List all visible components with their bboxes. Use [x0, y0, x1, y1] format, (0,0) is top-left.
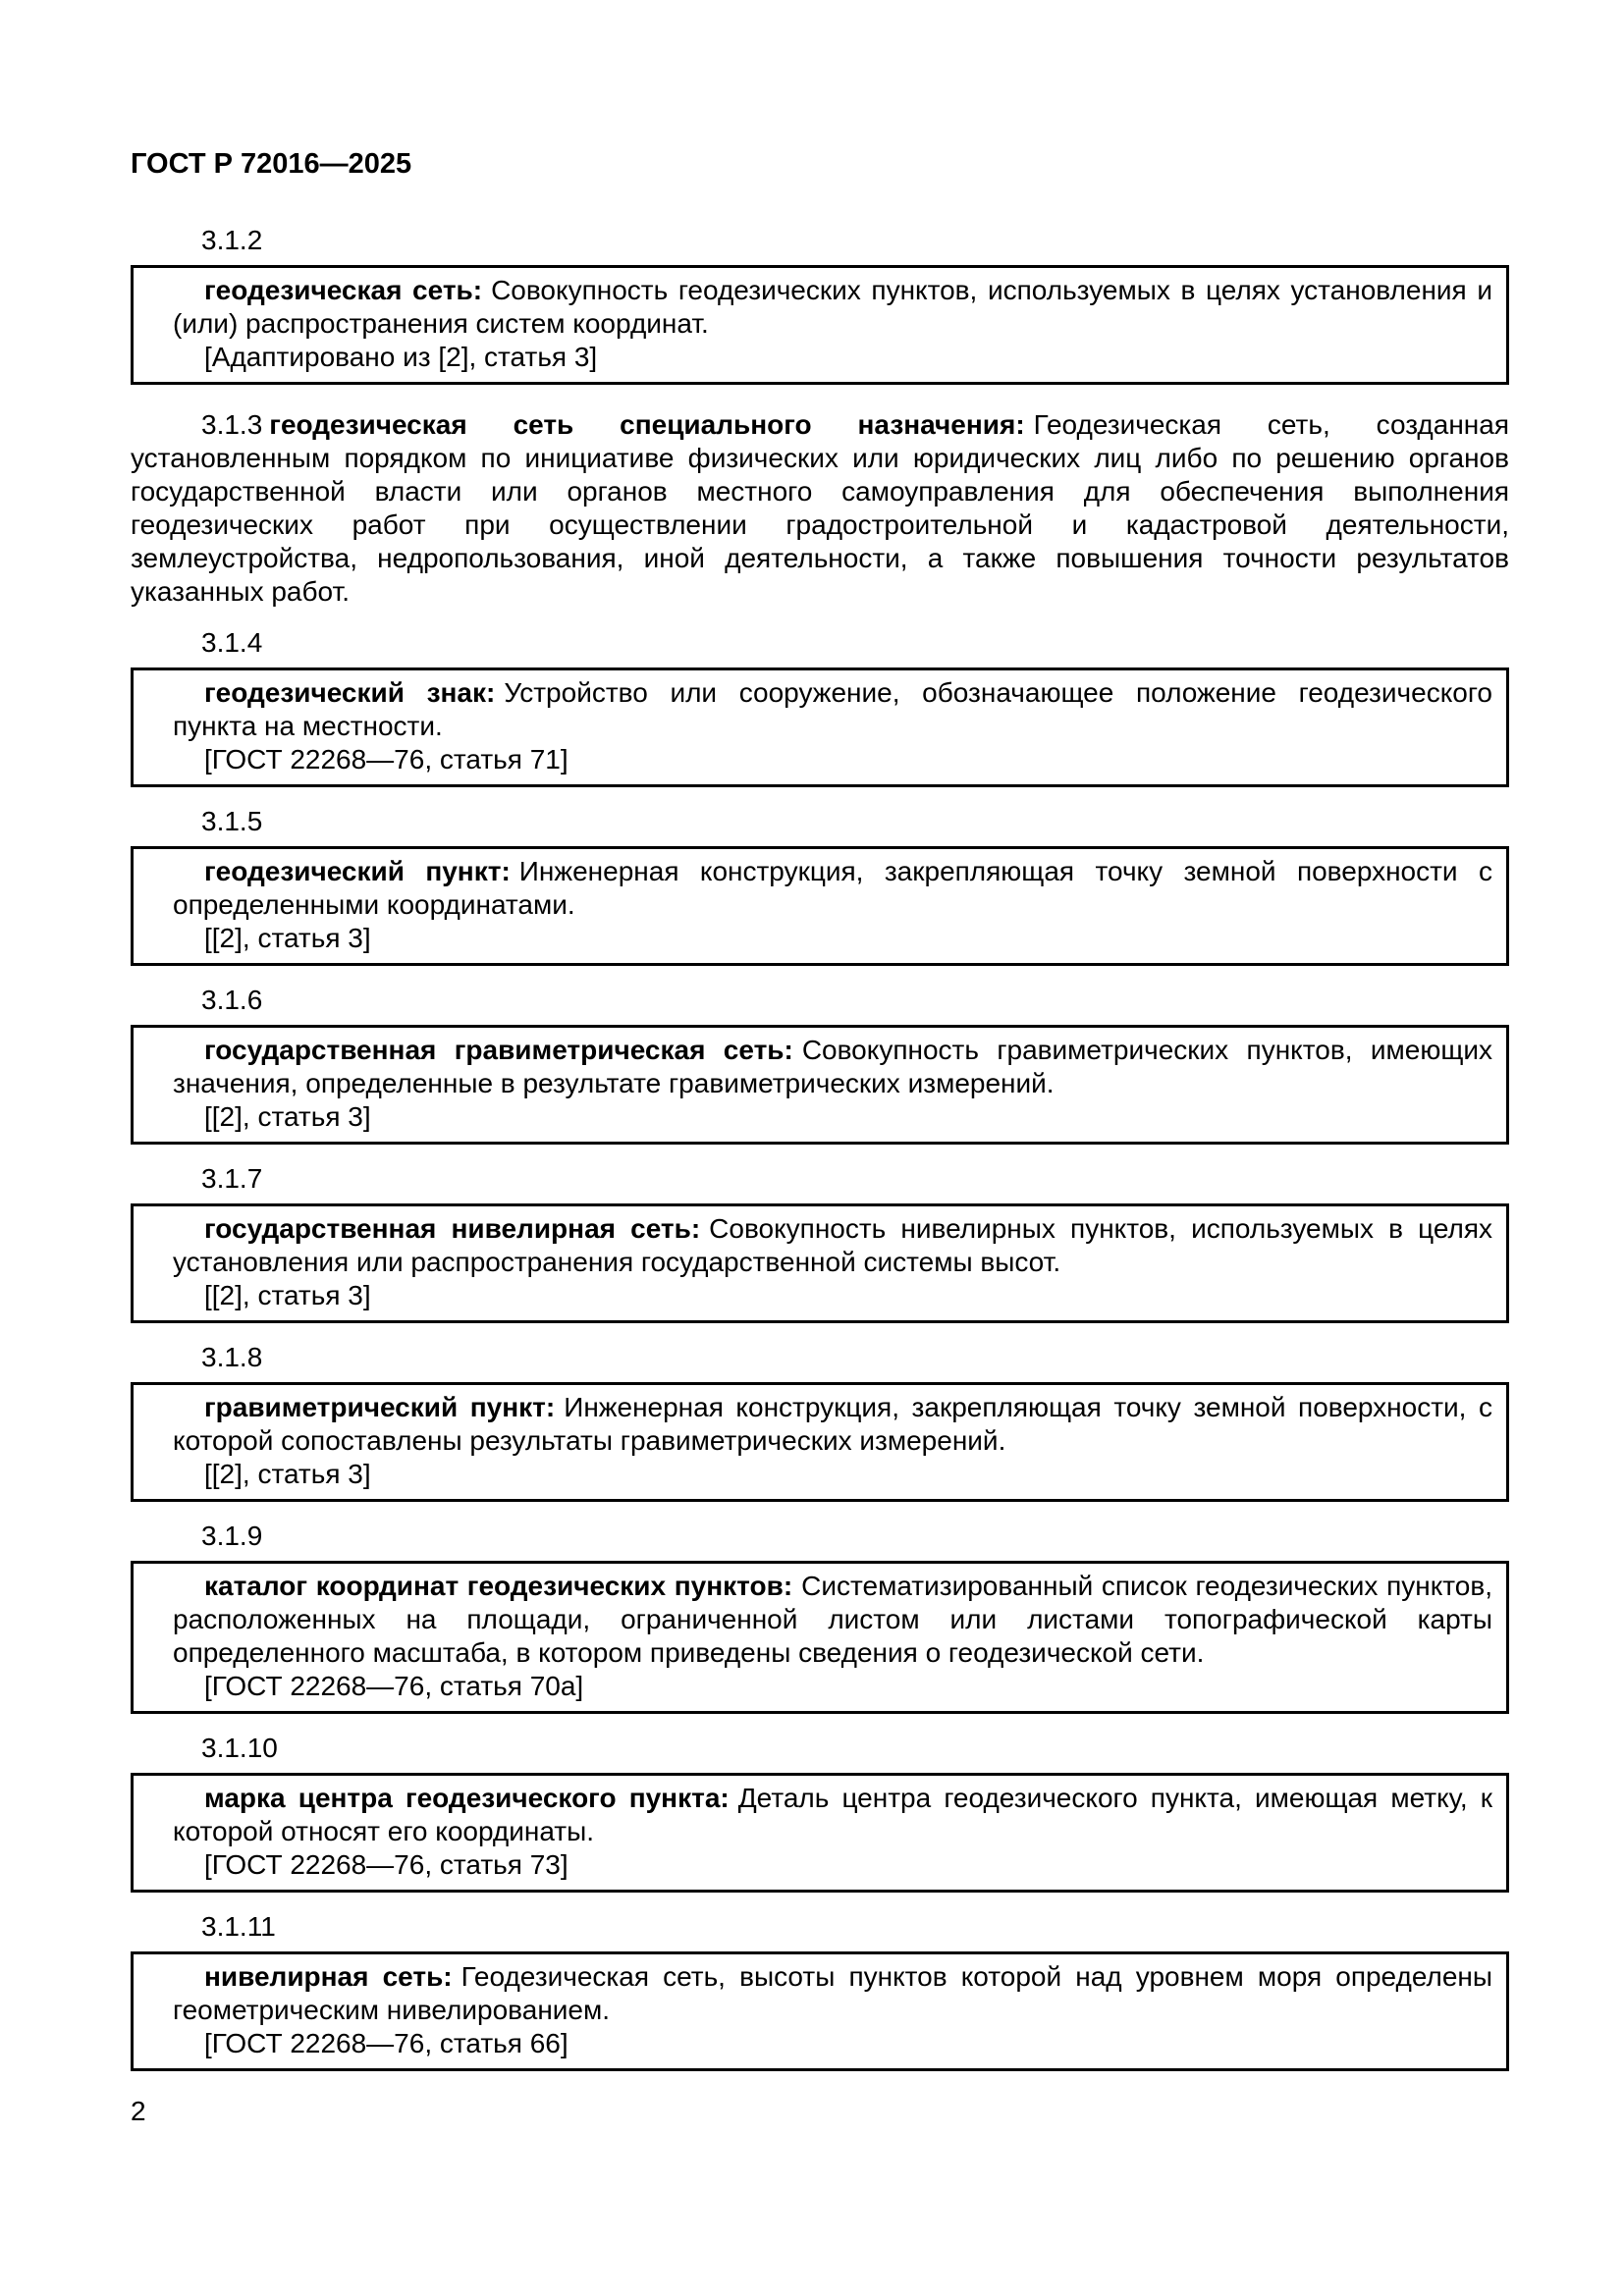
definition-text [173, 1570, 1492, 1670]
definition-source: [ГОСТ 22268—76, статья 66] [204, 2028, 568, 2058]
definition-source: [[2], статья 3] [204, 923, 371, 953]
definition-box-3-1-8 [131, 1382, 1509, 1502]
term-number-3-1-5: 3.1.5 [201, 806, 263, 836]
term-number-3-1-8: 3.1.8 [201, 1342, 263, 1372]
definition-text [173, 1782, 1492, 1848]
term-number-3-1-4: 3.1.4 [201, 627, 263, 658]
definition-box-3-1-11 [131, 1951, 1509, 2071]
definition-body: Геодезическая сеть, высоты пунктов которой над уровнем моря определены геометрическим нивелированием. [173, 1961, 1492, 2025]
document-title: ГОСТ Р 72016—2025 [131, 148, 412, 180]
definition-source: [[2], статья 3] [204, 1280, 371, 1310]
definition-source: [ГОСТ 22268—76, статья 73] [204, 1849, 568, 1880]
term-label: гравиметрический пункт: [204, 1392, 556, 1422]
term-number-3-1-3: 3.1.3 [201, 409, 263, 440]
definition-source: [[2], статья 3] [204, 1101, 371, 1132]
definition-box-3-1-2 [131, 265, 1509, 385]
definition-source: [[2], статья 3] [204, 1459, 371, 1489]
term-number-3-1-9: 3.1.9 [201, 1521, 263, 1551]
definition-source: [ГОСТ 22268—76, статья 71] [204, 744, 568, 774]
term-label: нивелирная сеть: [204, 1961, 453, 1992]
definition-body: Систематизированный список геодезических пунктов, расположенных на площади, ограниченной листом или листами топографической карты определенного масштаба, в котором приведены сведения о геодезической сети. [173, 1571, 1492, 1668]
page-number: 2 [131, 2096, 146, 2126]
definition-box-3-1-5 [131, 846, 1509, 966]
definition-text [173, 1034, 1492, 1100]
definition-text [173, 1960, 1492, 2027]
definition-text [173, 855, 1492, 922]
term-label: геодезическая сеть: [204, 275, 483, 305]
definition-box-3-1-7 [131, 1203, 1509, 1323]
definition-box-3-1-10 [131, 1773, 1509, 1893]
definition-text [173, 1212, 1492, 1279]
definition-source: [Адаптировано из [2], статья 3] [204, 342, 598, 372]
term-label: государственная нивелирная сеть: [204, 1213, 701, 1244]
term-label: геодезический знак: [204, 677, 496, 708]
definition-box-3-1-4 [131, 667, 1509, 787]
definition-source: [ГОСТ 22268—76, статья 70а] [204, 1671, 584, 1701]
term-label: марка центра геодезического пункта: [204, 1783, 730, 1813]
definition-box-3-1-6 [131, 1025, 1509, 1145]
definition-body: Инженерная конструкция, закрепляющая точку земной поверхности, с которой сопоставлены результаты гравиметрических измерений. [173, 1392, 1492, 1456]
definition-body: Инженерная конструкция, закрепляющая точку земной поверхности с определенными координатами. [173, 856, 1492, 920]
term-paragraph-3-1-3 [131, 408, 1509, 609]
definition-body: Совокупность гравиметрических пунктов, имеющих значения, определенные в результате гравиметрических измерений. [173, 1035, 1493, 1098]
definition-text [173, 274, 1492, 341]
definition-body: Деталь центра геодезического пункта, имеющая метку, к которой относят его координаты. [173, 1783, 1492, 1846]
definition-text [173, 676, 1492, 743]
definition-body: Совокупность геодезических пунктов, используемых в целях установления и (или) распространения систем координат. [173, 275, 1492, 339]
term-number-3-1-7: 3.1.7 [201, 1163, 263, 1194]
term-number-3-1-2: 3.1.2 [201, 225, 263, 255]
term-number-3-1-6: 3.1.6 [201, 985, 263, 1015]
term-label: государственная гравиметрическая сеть: [204, 1035, 793, 1065]
definition-body: Устройство или сооружение, обозначающее положение геодезического пункта на местности. [173, 677, 1492, 741]
term-number-3-1-11: 3.1.11 [201, 1911, 276, 1942]
term-label: геодезическая сеть специального назначения: [269, 409, 1025, 440]
definition-body: Геодезическая сеть, созданная установленным порядком по инициативе физических или юридических лиц либо по решению органов государственной власти или органов местного самоуправления для обеспечения выполнения геодезических работ при осуществлении градостроительной и кадастровой деятельности, землеустройства, недропользования, иной деятельности, а также повышения точности результатов указанных работ. [131, 409, 1509, 607]
definition-body: Совокупность нивелирных пунктов, используемых в целях установления или распространения государственной системы высот. [173, 1213, 1492, 1277]
term-number-3-1-10: 3.1.10 [201, 1733, 278, 1763]
term-label: каталог координат геодезических пунктов: [204, 1571, 793, 1601]
definition-box-3-1-9 [131, 1561, 1509, 1714]
definition-text [173, 1391, 1492, 1458]
term-label: геодезический пункт: [204, 856, 511, 886]
